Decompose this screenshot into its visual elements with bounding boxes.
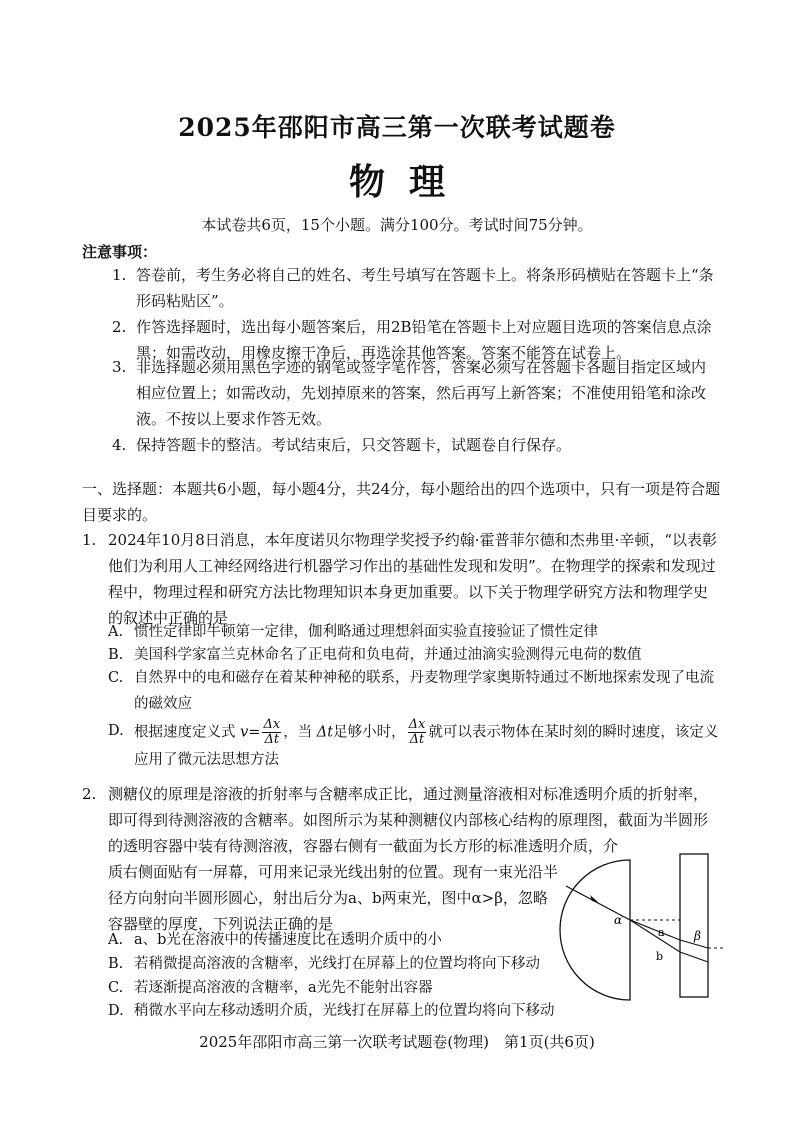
q2-option-a: [108, 927, 558, 953]
subject-title: 物理: [348, 161, 469, 203]
q2-option-d: [108, 998, 628, 1024]
note-number: 3.: [112, 358, 127, 376]
option-text: 若逐渐提高溶液的含糖率，a光先不能射出容器: [134, 980, 433, 996]
question-number: 2.: [82, 785, 97, 803]
note-text: 答卷前，考生务必将自己的姓名、考生号填写在答题卡上。将条形码横贴在答题卡上“条形码粘贴区”。: [136, 266, 714, 310]
exam-title: 2025年邵阳市高三第一次联考试题卷: [178, 113, 616, 142]
alpha-label: α: [614, 913, 623, 927]
formula-v: v=: [240, 724, 261, 741]
q2-option-b: [108, 951, 568, 977]
option-text: [134, 718, 722, 773]
fraction-dx-dt: [408, 718, 427, 747]
note-item: [112, 262, 718, 314]
option-text: 自然界中的电和磁存在着某种神秘的联系，丹麦物理学家奥斯特通过不断地探索发现了电流的磁效应: [134, 670, 714, 712]
ray-a: [630, 920, 680, 940]
ray-b-inside: [680, 952, 708, 962]
exam-info: 本试卷共6页，15个小题。满分100分。考试时间75分钟。: [201, 216, 593, 234]
option-text-part: 根据速度定义式: [134, 724, 236, 741]
option-text-part: ，当: [283, 724, 313, 741]
fraction-numerator: Δx: [408, 717, 426, 732]
option-text: a、b光在溶液中的传播速度比在透明介质中的小: [134, 932, 442, 948]
option-text: 稍微水平向左移动透明介质，光线打在屏幕上的位置均将向下移动: [134, 1003, 555, 1019]
formula-dt: Δt: [316, 724, 334, 741]
fraction-denominator: Δt: [409, 732, 425, 747]
question-stem: 测糖仪的原理是溶液的折射率与含糖率成正比，通过测量溶液相对标准透明介质的折射率，即可得到待测溶液的含糖率。如图所示为某种测糖仪内部核心结构的原理图，截面为半圆形的透明容器中装有待测溶液，容器右侧有一截面为长方形的标准透明介质，介: [108, 785, 709, 855]
note-text: 保持答题卡的整洁。考试结束后，只交答题卡，试题卷自行保存。: [136, 436, 572, 454]
arrow-icon: [590, 895, 598, 902]
option-text: 美国科学家富兰克林命名了正电荷和负电荷，并通过油滴实验测得元电荷的数值: [134, 647, 642, 663]
question-1: [82, 527, 722, 631]
option-text: 惯性定律即牛顿第一定律，伽利略通过理想斜面实验直接验证了惯性定律: [134, 624, 598, 640]
option-label: C.: [108, 980, 124, 996]
option-label: A.: [108, 932, 124, 948]
semicircle-container: [560, 860, 630, 1000]
option-label: B.: [108, 647, 124, 663]
note-number: 4.: [112, 436, 127, 454]
option-text: 若稍微提高溶液的含糖率，光线打在屏幕上的位置均将向下移动: [134, 956, 540, 972]
notes-title: 注意事项：: [82, 243, 158, 261]
option-label: D.: [108, 1003, 124, 1019]
question-2: [82, 781, 722, 859]
fraction-denominator: Δt: [264, 732, 280, 747]
ray-a-label: a: [658, 926, 665, 939]
note-text: 非选择题必须用黑色字迹的钢笔或签字笔作答，答案必须写在答题卡各题目指定区域内相应位置上；如需改动，先划掉原来的答案，然后再写上新答案；不准使用铅笔和涂改液。不按以上要求作答无效。: [136, 358, 707, 428]
q1-option-c: [108, 665, 722, 717]
section-heading: 一、选择题：本题共6小题，每小题4分，共24分，每小题给出的四个选项中，只有一项是符合题目要求的。: [82, 480, 721, 524]
fraction-numerator: Δx: [263, 717, 281, 732]
note-text: 作答选择题时，选出每小题答案后，用2B铅笔在答题卡上对应题目选项的答案信息点涂黑；如需改动，用橡皮擦干净后，再选涂其他答案。答案不能答在试卷上。: [136, 318, 712, 362]
option-label: D.: [108, 723, 124, 739]
option-label: B.: [108, 956, 124, 972]
note-item: [112, 432, 718, 458]
question-stem: 质右侧面贴有一屏幕，可用来记录光线出射的位置。现有一束光沿半径方向射向半圆形圆心，射出后分为a、b两束光，图中α>β，忽略容器壁的厚度，下列说法正确的是: [108, 863, 559, 933]
option-label: A.: [108, 624, 124, 640]
note-item: [112, 354, 718, 432]
option-text-part: 就可以表示物体在某时刻的瞬时速度，该定义应用了微元法思想方法: [134, 724, 719, 768]
q1-option-d: [108, 718, 722, 773]
question-2-continued: [82, 859, 560, 937]
page-footer: 2025年邵阳市高三第一次联考试题卷(物理) 第1页(共6页): [199, 1033, 595, 1051]
beta-label: β: [694, 929, 701, 943]
note-number: 2.: [112, 318, 127, 336]
standard-medium: [680, 854, 708, 997]
note-number: 1.: [112, 266, 127, 284]
fraction-dx-dt: [262, 718, 281, 747]
option-text-part: 足够小时，: [333, 724, 406, 741]
refraction-diagram: [558, 852, 728, 1002]
ray-b: [630, 920, 680, 952]
question-number: 1.: [82, 531, 97, 549]
question-stem: 2024年10月8日消息，本年度诺贝尔物理学奖授予约翰·霍普菲尔德和杰弗里·辛顿，“以表彰他们为利用人工神经网络进行机器学习作出的基础性发现和发明”。在物理学的探索和发现过程中，物理过程和研究方法比物理知识本身更加重要。以下关于物理学研究方法和物理学史的叙述中正确的是: [108, 531, 718, 627]
option-label: C.: [108, 670, 124, 686]
ray-b-label: b: [656, 950, 664, 963]
